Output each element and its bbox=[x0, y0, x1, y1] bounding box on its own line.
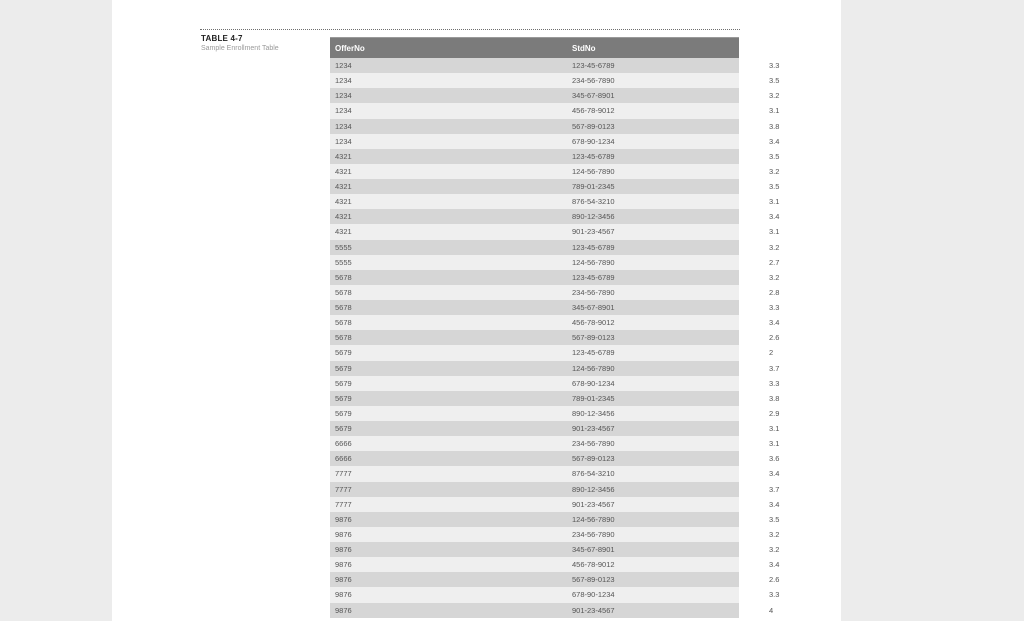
cell-offerno: 9876 bbox=[330, 512, 400, 527]
cell-offerno: 5679 bbox=[330, 391, 400, 406]
header-stdno: StdNo bbox=[400, 38, 650, 59]
cell-offerno: 5678 bbox=[330, 315, 400, 330]
cell-enrgrade: 3.4 bbox=[650, 134, 739, 149]
table-row bbox=[330, 557, 739, 572]
cell-enrgrade: 2.6 bbox=[650, 330, 739, 345]
cell-stdno: 901-23-4567 bbox=[400, 603, 650, 618]
cell-stdno: 124-56-7890 bbox=[400, 164, 650, 179]
header-enrgrade: EnrGrade bbox=[650, 38, 739, 59]
table-row bbox=[330, 406, 739, 421]
cell-stdno: 124-56-7890 bbox=[400, 512, 650, 527]
cell-stdno: 234-56-7890 bbox=[400, 285, 650, 300]
cell-enrgrade: 3.1 bbox=[650, 194, 739, 209]
cell-enrgrade: 3.1 bbox=[650, 103, 739, 118]
cell-enrgrade: 3.1 bbox=[650, 421, 739, 436]
cell-enrgrade: 3.2 bbox=[650, 270, 739, 285]
cell-offerno: 9876 bbox=[330, 557, 400, 572]
cell-offerno: 5679 bbox=[330, 421, 400, 436]
cell-enrgrade: 3.6 bbox=[650, 451, 739, 466]
cell-enrgrade: 3.5 bbox=[650, 149, 739, 164]
cell-offerno: 1234 bbox=[330, 134, 400, 149]
cell-offerno: 1234 bbox=[330, 119, 400, 134]
cell-offerno: 5678 bbox=[330, 330, 400, 345]
table-row bbox=[330, 209, 739, 224]
cell-enrgrade: 3.5 bbox=[650, 179, 739, 194]
cell-offerno: 4321 bbox=[330, 179, 400, 194]
header-offerno: OfferNo bbox=[330, 38, 400, 59]
cell-stdno: 456-78-9012 bbox=[400, 103, 650, 118]
cell-enrgrade: 3.2 bbox=[650, 164, 739, 179]
cell-enrgrade: 3.7 bbox=[650, 482, 739, 497]
cell-stdno: 345-67-8901 bbox=[400, 542, 650, 557]
cell-offerno: 5555 bbox=[330, 240, 400, 255]
cell-offerno: 4321 bbox=[330, 224, 400, 239]
cell-enrgrade: 3.1 bbox=[650, 224, 739, 239]
cell-offerno: 6666 bbox=[330, 436, 400, 451]
cell-offerno: 9876 bbox=[330, 527, 400, 542]
cell-enrgrade: 4 bbox=[650, 603, 739, 618]
table-row bbox=[330, 73, 739, 88]
cell-enrgrade: 3.8 bbox=[650, 119, 739, 134]
cell-stdno: 124-56-7890 bbox=[400, 255, 650, 270]
cell-offerno: 9876 bbox=[330, 603, 400, 618]
enrollment-table bbox=[330, 37, 782, 618]
cell-stdno: 123-45-6789 bbox=[400, 149, 650, 164]
table-row bbox=[330, 285, 739, 300]
cell-stdno: 345-67-8901 bbox=[400, 300, 650, 315]
cell-enrgrade: 3.4 bbox=[650, 497, 739, 512]
cell-stdno: 123-45-6789 bbox=[400, 270, 650, 285]
cell-stdno: 890-12-3456 bbox=[400, 406, 650, 421]
cell-enrgrade: 3.4 bbox=[650, 557, 739, 572]
table-row bbox=[330, 270, 739, 285]
table-row bbox=[330, 134, 739, 149]
table-row bbox=[330, 391, 739, 406]
table-row bbox=[330, 603, 739, 618]
cell-stdno: 901-23-4567 bbox=[400, 421, 650, 436]
cell-stdno: 123-45-6789 bbox=[400, 345, 650, 360]
cell-offerno: 1234 bbox=[330, 88, 400, 103]
table-row bbox=[330, 512, 739, 527]
table-row bbox=[330, 497, 739, 512]
cell-enrgrade: 3.1 bbox=[650, 436, 739, 451]
table-row bbox=[330, 149, 739, 164]
dotted-rule bbox=[200, 29, 740, 30]
cell-enrgrade: 2 bbox=[650, 345, 739, 360]
cell-stdno: 456-78-9012 bbox=[400, 557, 650, 572]
table-row bbox=[330, 255, 739, 270]
table-row bbox=[330, 482, 739, 497]
table-row bbox=[330, 88, 739, 103]
cell-stdno: 901-23-4567 bbox=[400, 224, 650, 239]
table-title: Sample Enrollment Table bbox=[201, 45, 279, 52]
cell-stdno: 678-90-1234 bbox=[400, 134, 650, 149]
cell-stdno: 876-54-3210 bbox=[400, 466, 650, 481]
cell-offerno: 5679 bbox=[330, 376, 400, 391]
cell-stdno: 567-89-0123 bbox=[400, 119, 650, 134]
cell-enrgrade: 3.5 bbox=[650, 73, 739, 88]
table-row bbox=[330, 361, 739, 376]
cell-offerno: 5679 bbox=[330, 361, 400, 376]
cell-stdno: 234-56-7890 bbox=[400, 73, 650, 88]
cell-stdno: 234-56-7890 bbox=[400, 527, 650, 542]
table-caption bbox=[201, 34, 321, 54]
cell-enrgrade: 2.9 bbox=[650, 406, 739, 421]
cell-offerno: 4321 bbox=[330, 194, 400, 209]
table-row bbox=[330, 587, 739, 602]
table-row bbox=[330, 164, 739, 179]
cell-stdno: 678-90-1234 bbox=[400, 587, 650, 602]
table-header-row bbox=[330, 38, 739, 59]
cell-stdno: 345-67-8901 bbox=[400, 88, 650, 103]
cell-offerno: 1234 bbox=[330, 58, 400, 73]
cell-stdno: 567-89-0123 bbox=[400, 451, 650, 466]
cell-stdno: 456-78-9012 bbox=[400, 315, 650, 330]
cell-offerno: 5679 bbox=[330, 406, 400, 421]
table-row bbox=[330, 240, 739, 255]
cell-stdno: 123-45-6789 bbox=[400, 240, 650, 255]
cell-offerno: 4321 bbox=[330, 149, 400, 164]
cell-enrgrade: 3.3 bbox=[650, 376, 739, 391]
cell-enrgrade: 2.8 bbox=[650, 285, 739, 300]
cell-offerno: 4321 bbox=[330, 209, 400, 224]
table-row bbox=[330, 119, 739, 134]
table-row bbox=[330, 330, 739, 345]
cell-offerno: 5555 bbox=[330, 255, 400, 270]
cell-enrgrade: 3.4 bbox=[650, 466, 739, 481]
cell-stdno: 901-23-4567 bbox=[400, 497, 650, 512]
cell-stdno: 678-90-1234 bbox=[400, 376, 650, 391]
cell-enrgrade: 3.3 bbox=[650, 58, 739, 73]
cell-stdno: 123-45-6789 bbox=[400, 58, 650, 73]
cell-enrgrade: 3.4 bbox=[650, 315, 739, 330]
table-row bbox=[330, 451, 739, 466]
table-row bbox=[330, 103, 739, 118]
cell-enrgrade: 3.4 bbox=[650, 209, 739, 224]
table-row bbox=[330, 315, 739, 330]
cell-enrgrade: 3.2 bbox=[650, 88, 739, 103]
cell-offerno: 7777 bbox=[330, 482, 400, 497]
table-row bbox=[330, 376, 739, 391]
cell-offerno: 5678 bbox=[330, 270, 400, 285]
table-row bbox=[330, 466, 739, 481]
table-row bbox=[330, 542, 739, 557]
cell-stdno: 567-89-0123 bbox=[400, 330, 650, 345]
cell-offerno: 7777 bbox=[330, 497, 400, 512]
cell-offerno: 6666 bbox=[330, 451, 400, 466]
cell-enrgrade: 3.2 bbox=[650, 542, 739, 557]
table-row bbox=[330, 58, 739, 73]
document-page bbox=[112, 0, 841, 621]
cell-offerno: 5678 bbox=[330, 300, 400, 315]
table-number: TABLE 4-7 bbox=[201, 34, 243, 43]
cell-offerno: 5679 bbox=[330, 345, 400, 360]
cell-enrgrade: 2.7 bbox=[650, 255, 739, 270]
cell-stdno: 789-01-2345 bbox=[400, 391, 650, 406]
cell-stdno: 789-01-2345 bbox=[400, 179, 650, 194]
table-row bbox=[330, 194, 739, 209]
cell-offerno: 9876 bbox=[330, 572, 400, 587]
cell-offerno: 7777 bbox=[330, 466, 400, 481]
cell-stdno: 567-89-0123 bbox=[400, 572, 650, 587]
cell-enrgrade: 3.3 bbox=[650, 587, 739, 602]
table-body bbox=[330, 58, 780, 618]
table-row bbox=[330, 345, 739, 360]
cell-enrgrade: 3.8 bbox=[650, 391, 739, 406]
cell-offerno: 1234 bbox=[330, 103, 400, 118]
table-row bbox=[330, 436, 739, 451]
cell-offerno: 5678 bbox=[330, 285, 400, 300]
cell-enrgrade: 3.3 bbox=[650, 300, 739, 315]
cell-enrgrade: 3.5 bbox=[650, 512, 739, 527]
cell-offerno: 4321 bbox=[330, 164, 400, 179]
cell-stdno: 876-54-3210 bbox=[400, 194, 650, 209]
cell-offerno: 1234 bbox=[330, 73, 400, 88]
cell-offerno: 9876 bbox=[330, 587, 400, 602]
cell-stdno: 234-56-7890 bbox=[400, 436, 650, 451]
table-row bbox=[330, 179, 739, 194]
cell-stdno: 890-12-3456 bbox=[400, 482, 650, 497]
table-row bbox=[330, 527, 739, 542]
table-row bbox=[330, 300, 739, 315]
table-row bbox=[330, 421, 739, 436]
cell-stdno: 890-12-3456 bbox=[400, 209, 650, 224]
table-row bbox=[330, 224, 739, 239]
cell-stdno: 124-56-7890 bbox=[400, 361, 650, 376]
cell-enrgrade: 3.7 bbox=[650, 361, 739, 376]
cell-enrgrade: 3.2 bbox=[650, 527, 739, 542]
cell-enrgrade: 2.6 bbox=[650, 572, 739, 587]
cell-offerno: 9876 bbox=[330, 542, 400, 557]
table-row bbox=[330, 572, 739, 587]
cell-enrgrade: 3.2 bbox=[650, 240, 739, 255]
